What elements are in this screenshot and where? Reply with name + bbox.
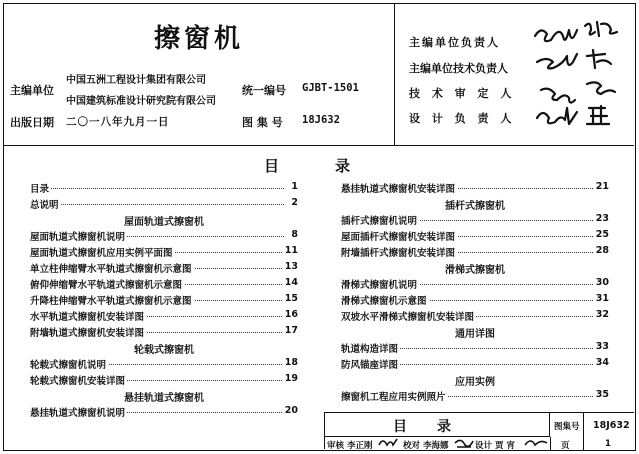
designer-name: 贾 宵 (495, 441, 515, 451)
toc-entry-page: 21 (595, 181, 609, 192)
toc-entry-title: 插杆式擦窗机说明 (341, 213, 419, 227)
toc-entry-title: 屋面插杆式擦窗机安装详图 (341, 229, 457, 243)
toc-section-heading: 插杆式擦窗机 (445, 201, 505, 212)
toc-entry-page: 23 (595, 213, 609, 224)
toc-entry-title: 悬挂轨道式擦窗机安装详图 (341, 181, 457, 195)
toc-entry[interactable] (341, 291, 609, 307)
title-block-atlas-label: 图集号 (554, 422, 580, 432)
page-label: 页 (561, 441, 570, 451)
drawing-sheet (3, 3, 636, 451)
divider (550, 437, 551, 450)
toc-entry[interactable] (30, 291, 298, 307)
toc-entry-title: 滑梯式擦窗机示意图 (341, 293, 429, 307)
toc-entry[interactable] (30, 195, 298, 211)
toc-entry-page: 11 (284, 245, 298, 256)
publish-date: 二〇一八年九月一日 (66, 116, 170, 128)
atlas-label: 图 集 号 (242, 116, 283, 129)
toc-entry[interactable] (30, 371, 298, 387)
toc-entry-page: 8 (291, 229, 298, 240)
toc-entry[interactable] (341, 211, 609, 227)
toc-entry-page: 30 (595, 277, 609, 288)
toc-entry-page: 34 (595, 357, 609, 368)
toc-entry[interactable] (30, 259, 298, 275)
toc-entry-page: 28 (595, 245, 609, 256)
unified-code: GJBT-1501 (302, 82, 359, 94)
toc-entry-page: 19 (284, 373, 298, 384)
toc-entry[interactable] (341, 227, 609, 243)
toc-entry-page: 13 (284, 261, 298, 272)
toc-section-heading: 轮载式擦窗机 (134, 345, 194, 356)
document-title: 擦窗机 (154, 24, 245, 54)
toc-entry-title: 轮载式擦窗机安装详图 (30, 373, 127, 387)
responsible-persons (397, 4, 634, 146)
title-block-title: 目录 (325, 413, 550, 437)
toc-section-heading: 悬挂轨道式擦窗机 (124, 393, 204, 404)
toc-entry[interactable] (30, 403, 298, 419)
toc-right-column (341, 179, 609, 403)
toc-entry[interactable] (30, 275, 298, 291)
toc-entry-page: 31 (595, 293, 609, 304)
editor-unit-2: 中国建筑标准设计研究院有限公司 (66, 96, 216, 107)
toc-entry-title: 水平轨道式擦窗机安装详图 (30, 309, 146, 323)
dot-leader (30, 188, 284, 189)
toc-entry-title: 单立柱伸缩臂水平轨道式擦窗机示意图 (30, 261, 194, 275)
toc-entry[interactable] (30, 307, 298, 323)
toc-entry-title: 屋面轨道式擦窗机应用实例平面图 (30, 245, 175, 259)
toc-entry[interactable] (341, 339, 609, 355)
toc-entry-page: 18 (284, 357, 298, 368)
toc-entry-title: 双坡水平滑梯式擦窗机安装详图 (341, 309, 476, 323)
toc-entry-title: 升降柱伸缩臂水平轨道式擦窗机示意图 (30, 293, 194, 307)
toc-entry-page: 20 (284, 405, 298, 416)
review-label: 审核 (327, 441, 345, 451)
toc-entry[interactable] (30, 355, 298, 371)
toc-entry[interactable] (341, 355, 609, 371)
toc-section-heading: 通用详图 (455, 329, 495, 340)
toc-entry-page: 33 (595, 341, 609, 352)
toc-title: 目录 (264, 157, 407, 175)
signature-images (531, 12, 631, 137)
toc-entry-page: 16 (284, 309, 298, 320)
toc-entry[interactable] (30, 227, 298, 243)
divider (583, 413, 584, 437)
title-block-atlas-number: 18J632 (593, 420, 630, 431)
checker-signature (453, 437, 475, 449)
toc-entry-title: 悬挂轨道式擦窗机说明 (30, 405, 127, 419)
toc-entry-title: 屋面轨道式擦窗机说明 (30, 229, 127, 243)
toc-entry-page: 25 (595, 229, 609, 240)
toc-entry-title: 俯仰伸缩臂水平轨道式擦窗机示意图 (30, 277, 184, 291)
toc-section-heading: 应用实例 (455, 377, 495, 388)
toc-entry-page: 32 (595, 309, 609, 320)
toc-section-heading: 屋面轨道式擦窗机 (124, 217, 204, 228)
toc-entry-title: 轮载式擦窗机说明 (30, 357, 108, 371)
toc-entry[interactable] (341, 243, 609, 259)
toc-entry-page: 17 (284, 325, 298, 336)
toc-section-heading: 滑梯式擦窗机 (445, 265, 505, 276)
toc-entry-page: 1 (291, 181, 298, 192)
toc-entry-page: 35 (595, 389, 609, 400)
toc-entry-title: 防风锚座详图 (341, 357, 400, 371)
toc-entry[interactable] (341, 307, 609, 323)
toc-entry[interactable] (341, 275, 609, 291)
reviewer-signature (377, 437, 399, 449)
toc-entry[interactable] (30, 179, 298, 195)
header-info (4, 4, 395, 146)
dot-leader (30, 204, 284, 205)
header-block (4, 4, 634, 146)
responsible-3: 技 术 审 定 人 (409, 87, 516, 100)
toc-entry-title: 轨道构造详图 (341, 341, 400, 355)
design-label: 设计 (475, 441, 493, 451)
toc-entry[interactable] (30, 323, 298, 339)
toc-entry-page: 14 (284, 277, 298, 288)
page-number: 1 (605, 439, 611, 449)
toc-entry-page: 2 (291, 197, 298, 208)
designer-signature (523, 437, 549, 449)
editor-unit-1: 中国五洲工程设计集团有限公司 (66, 75, 206, 86)
date-label: 出版日期 (10, 116, 54, 129)
responsible-1: 主编单位负责人 (409, 36, 500, 49)
toc-entry-title: 擦窗机工程应用实例照片 (341, 389, 448, 403)
toc-entry-title: 附墙插杆式擦窗机安装详图 (341, 245, 457, 259)
toc-left-column (30, 179, 298, 419)
toc-entry-title: 总说明 (30, 197, 61, 211)
check-label: 校对 (403, 441, 421, 451)
unified-code-label: 统一编号 (242, 84, 286, 97)
toc-entry[interactable] (30, 243, 298, 259)
editor-unit-label: 主编单位 (10, 84, 54, 97)
responsible-2: 主编单位技术负责人 (409, 62, 508, 75)
toc-entry-page: 15 (284, 293, 298, 304)
responsible-4: 设 计 负 责 人 (409, 112, 516, 125)
reviewer-name: 李正刚 (347, 441, 373, 451)
atlas-number: 18J632 (302, 114, 340, 126)
toc-entry[interactable] (341, 387, 609, 403)
toc-entry-title: 附墙轨道式擦窗机安装详图 (30, 325, 146, 339)
title-block (324, 412, 634, 449)
toc-entry-title: 滑梯式擦窗机说明 (341, 277, 419, 291)
checker-name: 李海娜 (423, 441, 449, 451)
toc-entry-title: 目录 (30, 181, 51, 195)
divider (583, 437, 584, 450)
toc-entry[interactable] (341, 179, 609, 195)
